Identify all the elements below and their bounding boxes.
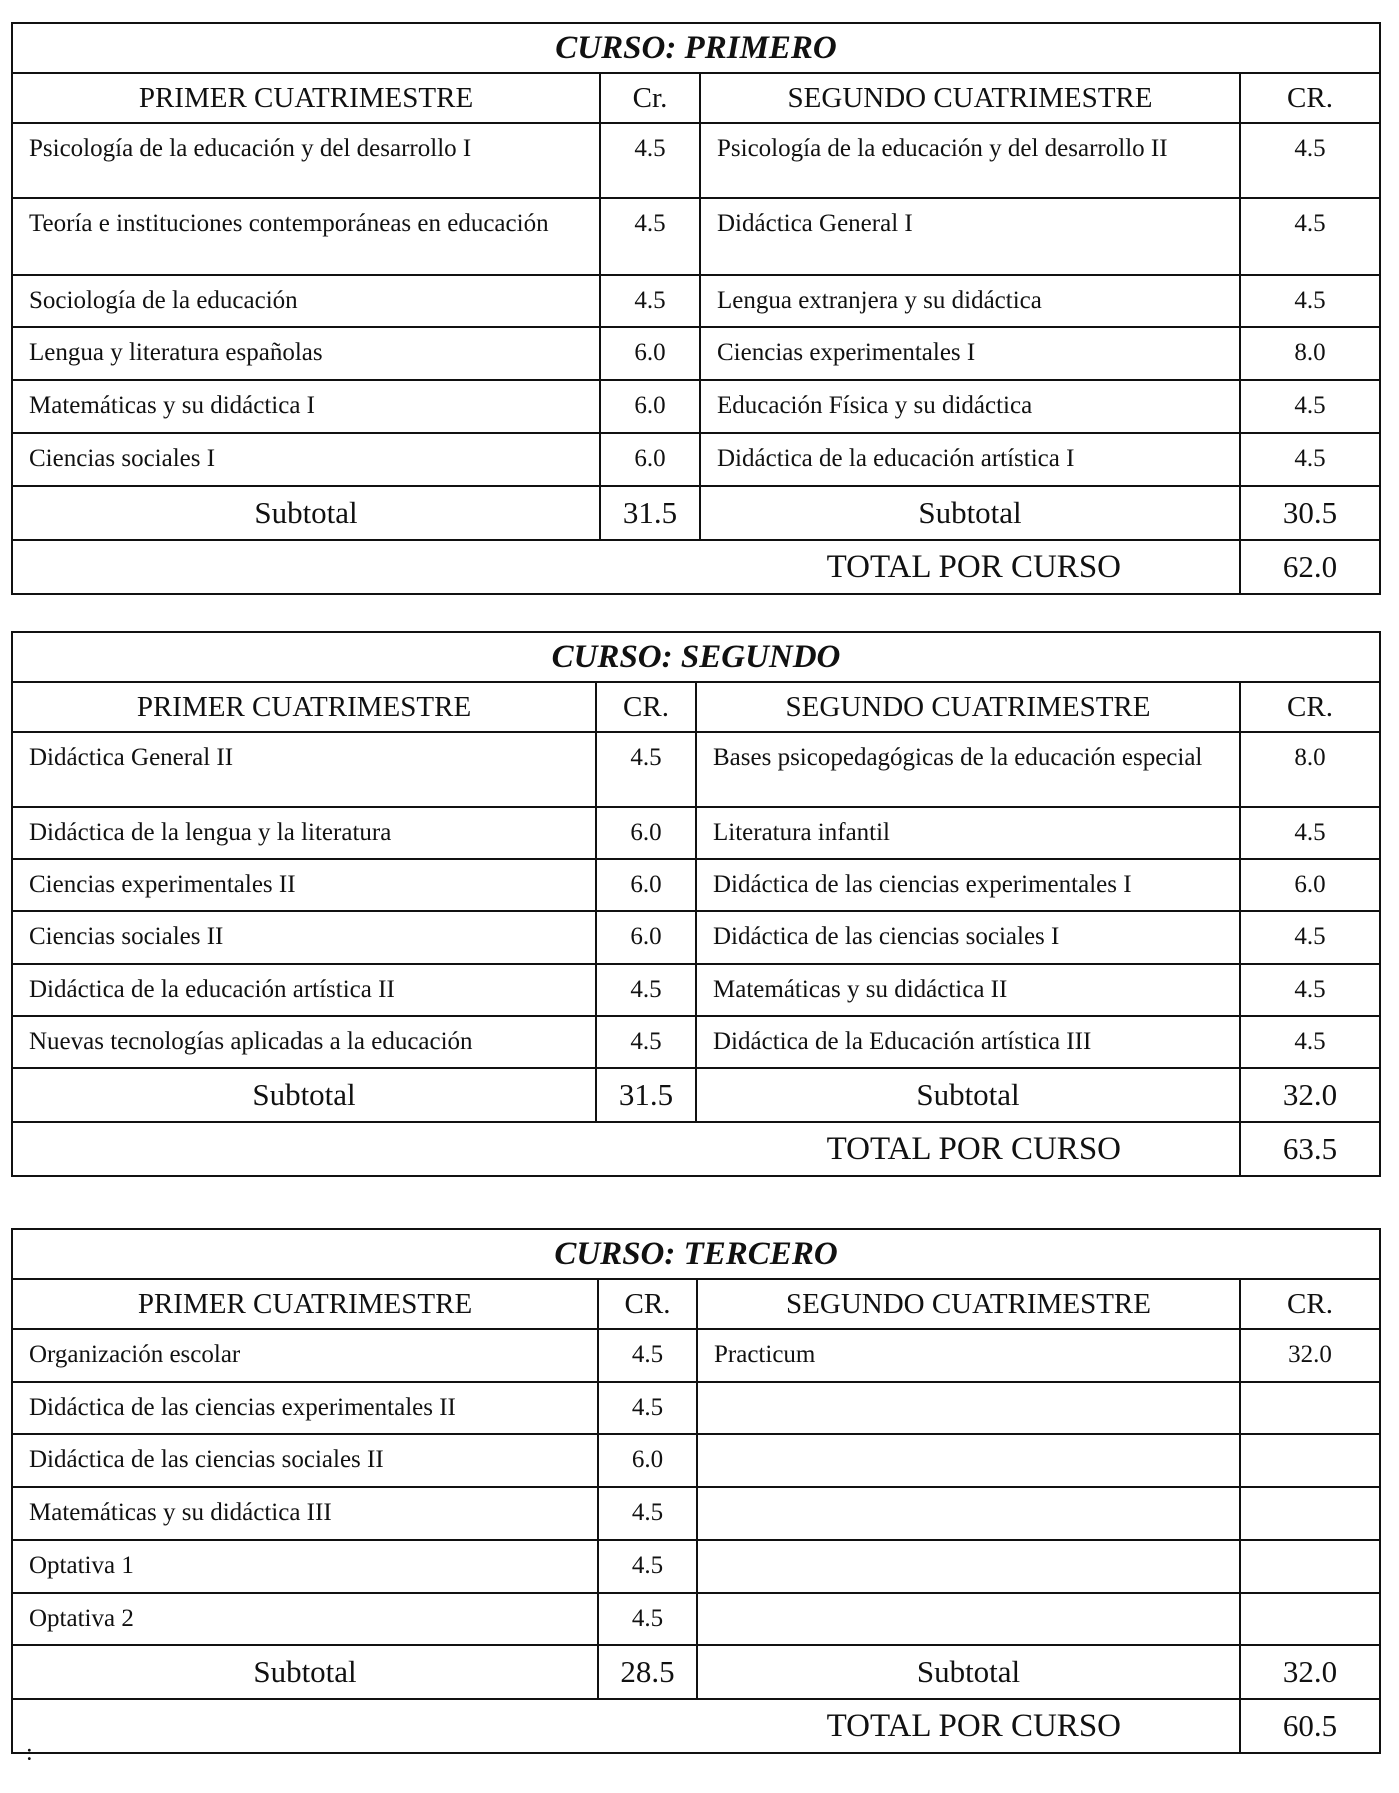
table-row <box>13 275 1379 327</box>
table-row <box>13 1016 1379 1068</box>
subject-second: Educación Física y su didáctica <box>700 380 1240 433</box>
credits-second: 4.5 <box>1240 433 1379 486</box>
subtotal-label-first: Subtotal <box>13 1068 596 1122</box>
header-credits-first: CR. <box>596 682 696 732</box>
subject-first: Psicología de la educación y del desarrollo I <box>13 123 600 198</box>
subject-second: Psicología de la educación y del desarrollo II <box>700 123 1240 198</box>
header-credits-second: CR. <box>1240 1279 1379 1329</box>
subject-second: Ciencias experimentales I <box>700 327 1240 380</box>
subject-second: Lengua extranjera y su didáctica <box>700 275 1240 327</box>
subject-second <box>697 1382 1240 1434</box>
course-tercero <box>11 1228 1381 1754</box>
table-row <box>13 807 1379 859</box>
subject-first: Didáctica de las ciencias sociales II <box>13 1434 598 1487</box>
subject-first: Matemáticas y su didáctica I <box>13 380 600 433</box>
table-row <box>13 1593 1379 1645</box>
subject-first: Matemáticas y su didáctica III <box>13 1487 598 1540</box>
course-table <box>13 1230 1379 1752</box>
credits-second: 8.0 <box>1240 732 1379 807</box>
total-label: TOTAL POR CURSO <box>13 1699 1240 1752</box>
table-row <box>13 123 1379 198</box>
subtotal-label-second: Subtotal <box>697 1645 1240 1699</box>
table-row <box>13 1540 1379 1593</box>
subject-second: Didáctica General I <box>700 198 1240 275</box>
total-value: 63.5 <box>1240 1122 1379 1175</box>
table-row <box>13 1382 1379 1434</box>
course-table <box>13 633 1379 1175</box>
credits-first: 6.0 <box>596 807 696 859</box>
subtotal-label-second: Subtotal <box>700 486 1240 540</box>
header-first-term: PRIMER CUATRIMESTRE <box>13 682 596 732</box>
total-value: 60.5 <box>1240 1699 1379 1752</box>
subtotal-value-first: 31.5 <box>600 486 700 540</box>
subject-second: Literatura infantil <box>696 807 1240 859</box>
course-title: CURSO: TERCERO <box>13 1230 1379 1279</box>
credits-second <box>1240 1434 1379 1487</box>
course-primero <box>11 22 1381 595</box>
credits-first: 4.5 <box>600 198 700 275</box>
course-segundo <box>11 631 1381 1177</box>
header-credits-second: CR. <box>1240 73 1379 123</box>
subject-first: Organización escolar <box>13 1329 598 1382</box>
subject-first: Didáctica General II <box>13 732 596 807</box>
subtotal-label-first: Subtotal <box>13 1645 598 1699</box>
credits-second: 4.5 <box>1240 198 1379 275</box>
course-title: CURSO: PRIMERO <box>13 24 1379 73</box>
subject-second: Didáctica de la Educación artística III <box>696 1016 1240 1068</box>
course-title: CURSO: SEGUNDO <box>13 633 1379 682</box>
subtotal-value-second: 32.0 <box>1240 1645 1379 1699</box>
header-credits-first: CR. <box>598 1279 697 1329</box>
subtotal-value-first: 31.5 <box>596 1068 696 1122</box>
credits-first: 4.5 <box>598 1593 697 1645</box>
subtotal-value-second: 32.0 <box>1240 1068 1379 1122</box>
header-credits-second: CR. <box>1240 682 1379 732</box>
total-value: 62.0 <box>1240 540 1379 593</box>
table-row <box>13 327 1379 380</box>
credits-first: 4.5 <box>598 1540 697 1593</box>
subject-first: Ciencias experimentales II <box>13 859 596 911</box>
table-row <box>13 198 1379 275</box>
credits-first: 6.0 <box>596 911 696 964</box>
table-row <box>13 380 1379 433</box>
credits-first: 6.0 <box>596 859 696 911</box>
subject-second: Matemáticas y su didáctica II <box>696 964 1240 1016</box>
header-second-term: SEGUNDO CUATRIMESTRE <box>697 1279 1240 1329</box>
credits-first: 4.5 <box>600 275 700 327</box>
subject-first: Didáctica de la educación artística II <box>13 964 596 1016</box>
subject-first: Optativa 2 <box>13 1593 598 1645</box>
credits-first: 4.5 <box>600 123 700 198</box>
subject-second: Bases psicopedagógicas de la educación especial <box>696 732 1240 807</box>
subject-first: Ciencias sociales I <box>13 433 600 486</box>
header-second-term: SEGUNDO CUATRIMESTRE <box>700 73 1240 123</box>
subtotal-label-second: Subtotal <box>696 1068 1240 1122</box>
subject-first: Teoría e instituciones contemporáneas en educación <box>13 198 600 275</box>
table-row <box>13 433 1379 486</box>
subject-second: Didáctica de las ciencias experimentales I <box>696 859 1240 911</box>
header-second-term: SEGUNDO CUATRIMESTRE <box>696 682 1240 732</box>
credits-second <box>1240 1593 1379 1645</box>
credits-second: 6.0 <box>1240 859 1379 911</box>
credits-second: 4.5 <box>1240 380 1379 433</box>
subject-second <box>697 1540 1240 1593</box>
subject-first: Nuevas tecnologías aplicadas a la educación <box>13 1016 596 1068</box>
credits-first: 4.5 <box>596 964 696 1016</box>
credits-second: 8.0 <box>1240 327 1379 380</box>
credits-second: 4.5 <box>1240 1016 1379 1068</box>
subtotal-label-first: Subtotal <box>13 486 600 540</box>
total-label: TOTAL POR CURSO <box>13 540 1240 593</box>
credits-second: 4.5 <box>1240 275 1379 327</box>
credits-first: 6.0 <box>600 327 700 380</box>
table-row <box>13 1434 1379 1487</box>
subject-first: Ciencias sociales II <box>13 911 596 964</box>
credits-second <box>1240 1487 1379 1540</box>
subject-first: Optativa 1 <box>13 1540 598 1593</box>
credits-first: 4.5 <box>596 732 696 807</box>
credits-first: 4.5 <box>598 1487 697 1540</box>
subject-second <box>697 1434 1240 1487</box>
table-row <box>13 1329 1379 1382</box>
subject-first: Didáctica de la lengua y la literatura <box>13 807 596 859</box>
table-row <box>13 911 1379 964</box>
subject-second: Didáctica de las ciencias sociales I <box>696 911 1240 964</box>
credits-first: 6.0 <box>600 380 700 433</box>
credits-second <box>1240 1382 1379 1434</box>
credits-second: 4.5 <box>1240 911 1379 964</box>
table-row <box>13 1487 1379 1540</box>
subject-first: Didáctica de las ciencias experimentales II <box>13 1382 598 1434</box>
subtotal-value-second: 30.5 <box>1240 486 1379 540</box>
credits-second: 4.5 <box>1240 964 1379 1016</box>
credits-first: 4.5 <box>598 1382 697 1434</box>
header-first-term: PRIMER CUATRIMESTRE <box>13 73 600 123</box>
credits-second: 32.0 <box>1240 1329 1379 1382</box>
subtotal-value-first: 28.5 <box>598 1645 697 1699</box>
course-table <box>13 24 1379 593</box>
credits-first: 4.5 <box>596 1016 696 1068</box>
subject-second: Practicum <box>697 1329 1240 1382</box>
table-row <box>13 732 1379 807</box>
credits-second: 4.5 <box>1240 123 1379 198</box>
stray-mark: : <box>26 1740 33 1766</box>
subject-second <box>697 1487 1240 1540</box>
total-label: TOTAL POR CURSO <box>13 1122 1240 1175</box>
credits-first: 6.0 <box>598 1434 697 1487</box>
subject-second: Didáctica de la educación artística I <box>700 433 1240 486</box>
credits-second <box>1240 1540 1379 1593</box>
table-row <box>13 859 1379 911</box>
subject-second <box>697 1593 1240 1645</box>
credits-first: 4.5 <box>598 1329 697 1382</box>
credits-second: 4.5 <box>1240 807 1379 859</box>
subject-first: Sociología de la educación <box>13 275 600 327</box>
header-credits-first: Cr. <box>600 73 700 123</box>
table-row <box>13 964 1379 1016</box>
subject-first: Lengua y literatura españolas <box>13 327 600 380</box>
credits-first: 6.0 <box>600 433 700 486</box>
header-first-term: PRIMER CUATRIMESTRE <box>13 1279 598 1329</box>
